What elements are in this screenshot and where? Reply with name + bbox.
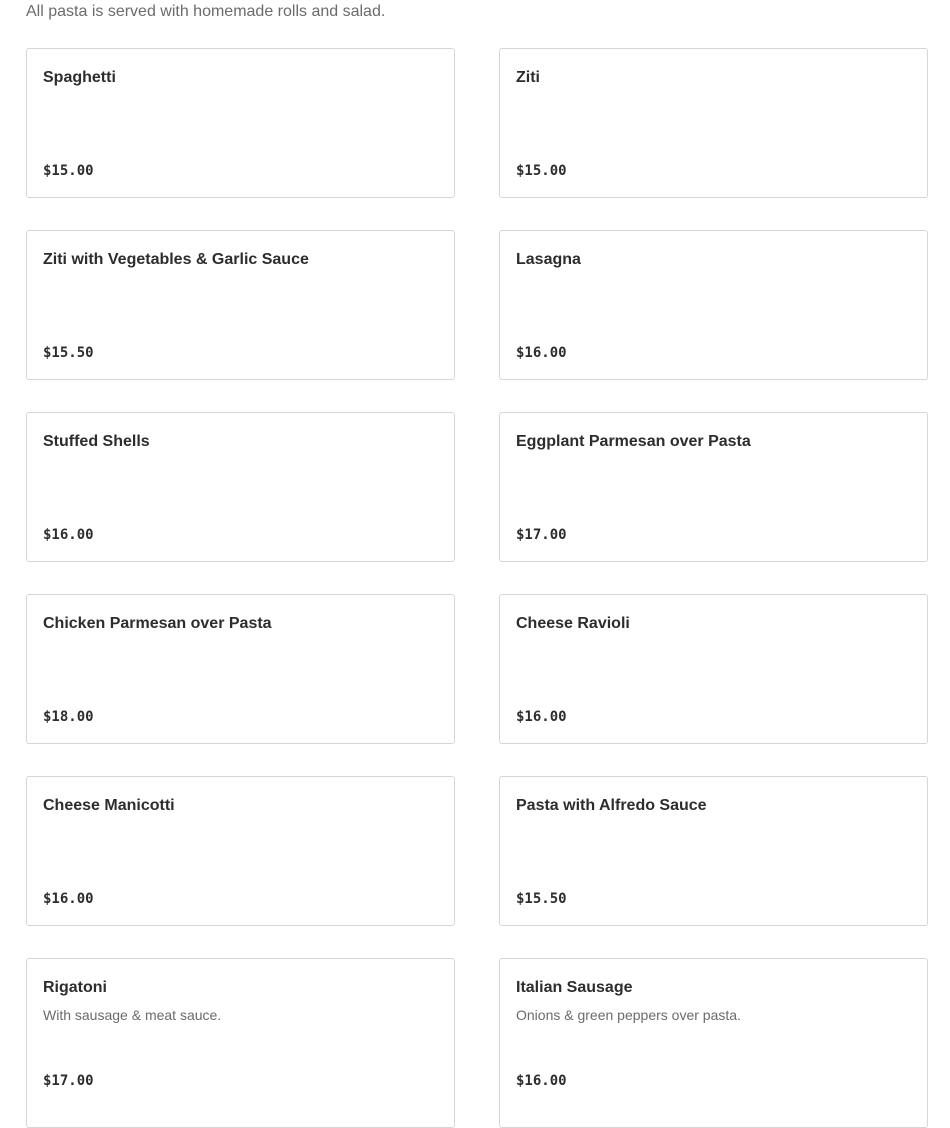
menu-item-price: $15.00 [516, 163, 567, 179]
menu-item-card[interactable] [26, 412, 455, 562]
menu-item-card[interactable] [499, 776, 928, 926]
menu-item-card[interactable] [26, 48, 455, 198]
menu-item-name: Ziti with Vegetables & Garlic Sauce [43, 251, 309, 268]
menu-item-description: Onions & green peppers over pasta. [516, 1007, 741, 1023]
menu-item-description: With sausage & meat sauce. [43, 1007, 222, 1023]
menu-item-price: $16.00 [516, 709, 567, 725]
menu-item-price: $15.50 [43, 345, 94, 361]
menu-item-card[interactable] [26, 776, 455, 926]
menu-item-name: Chicken Parmesan over Pasta [43, 615, 272, 632]
menu-item-name: Pasta with Alfredo Sauce [516, 797, 707, 814]
menu-item-name: Rigatoni [43, 979, 107, 996]
menu-item-card[interactable] [499, 412, 928, 562]
menu-item-price: $16.00 [43, 527, 94, 543]
menu-item-price: $16.00 [516, 1073, 567, 1089]
menu-item-price: $17.00 [516, 527, 567, 543]
menu-item-name: Cheese Manicotti [43, 797, 175, 814]
menu-item-name: Stuffed Shells [43, 433, 150, 450]
menu-item-card[interactable] [499, 594, 928, 744]
menu-item-name: Spaghetti [43, 69, 116, 86]
menu-item-name: Lasagna [516, 251, 581, 268]
menu-item-name: Ziti [516, 69, 540, 86]
menu-item-card[interactable] [26, 958, 455, 1128]
menu-item-price: $18.00 [43, 709, 94, 725]
menu-item-card[interactable] [499, 958, 928, 1128]
menu-item-card[interactable] [499, 230, 928, 380]
menu-item-name: Eggplant Parmesan over Pasta [516, 433, 751, 450]
menu-item-card[interactable] [26, 594, 455, 744]
menu-item-grid [26, 48, 928, 1128]
menu-item-card[interactable] [499, 48, 928, 198]
menu-item-name: Cheese Ravioli [516, 615, 630, 632]
menu-item-price: $15.50 [516, 891, 567, 907]
menu-item-name: Italian Sausage [516, 979, 633, 996]
section-note: All pasta is served with homemade rolls and salad. [26, 3, 386, 20]
menu-item-price: $16.00 [516, 345, 567, 361]
menu-item-price: $15.00 [43, 163, 94, 179]
menu-item-price: $17.00 [43, 1073, 94, 1089]
menu-item-price: $16.00 [43, 891, 94, 907]
menu-item-card[interactable] [26, 230, 455, 380]
